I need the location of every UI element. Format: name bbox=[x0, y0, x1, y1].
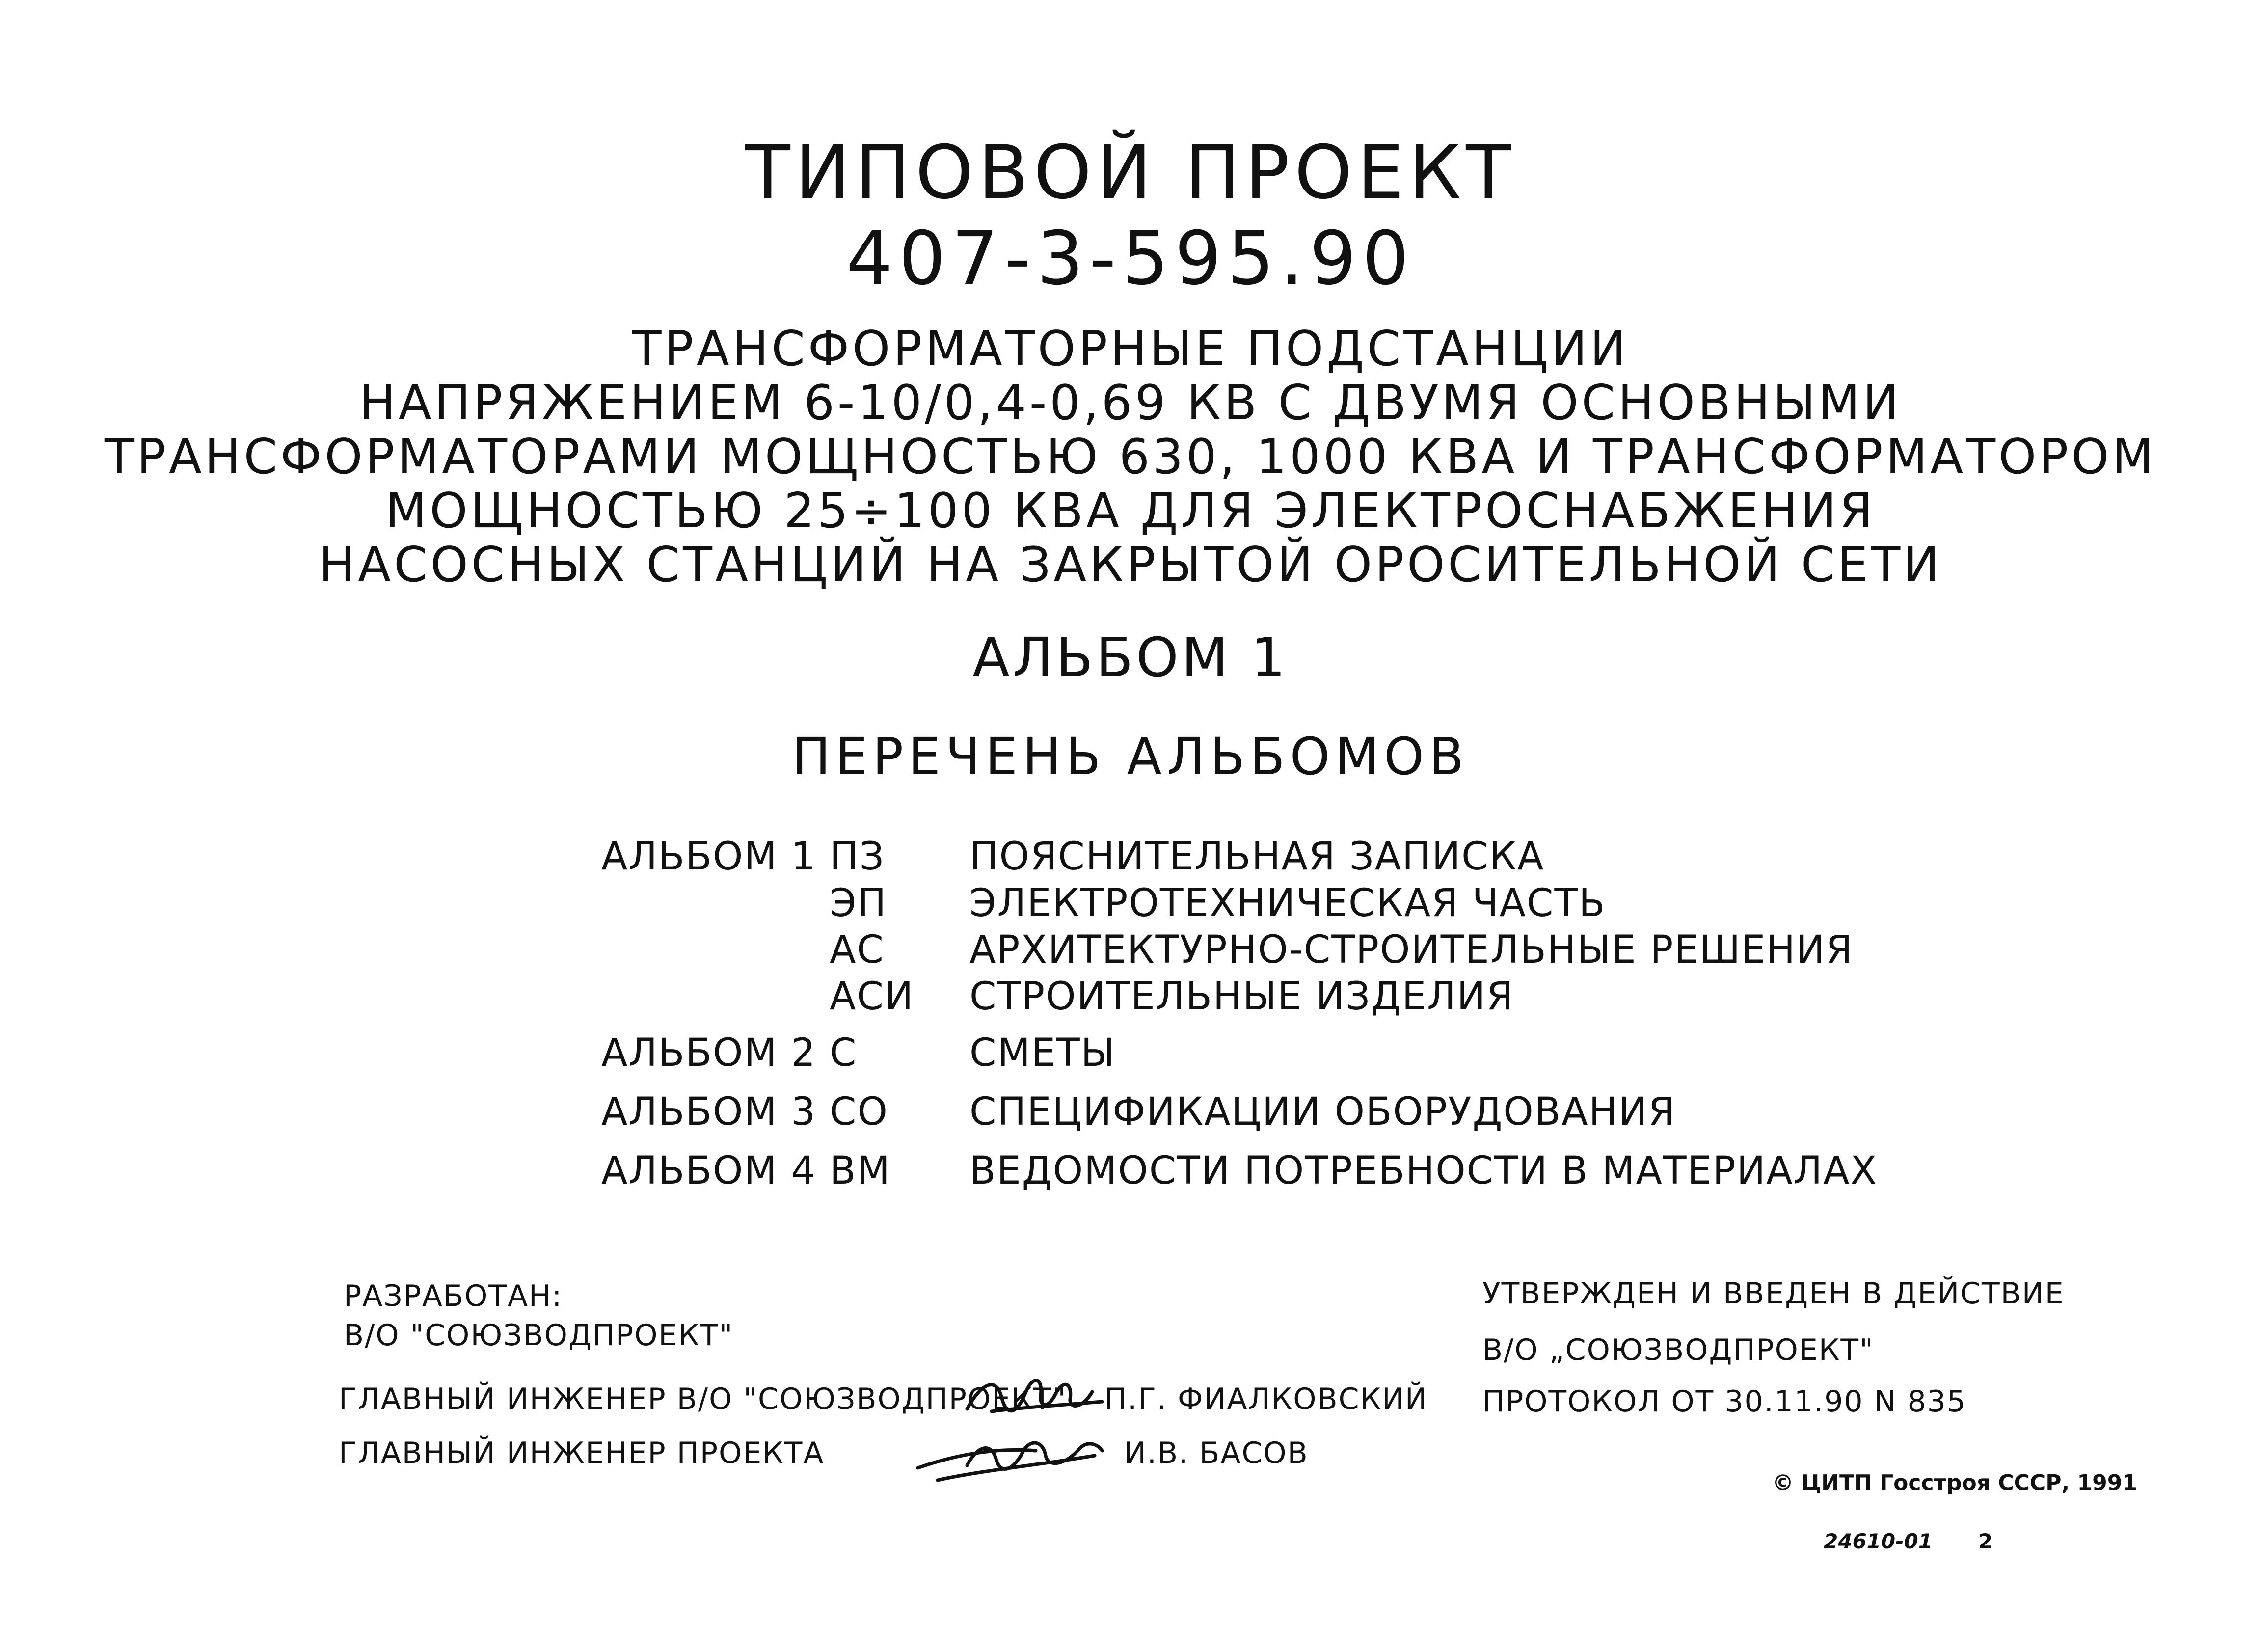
project-engineer-label: ГЛАВНЫЙ ИНЖЕНЕР ПРОЕКТА bbox=[339, 1436, 825, 1470]
approval-organization: В/О „СОЮЗВОДПРОЕКТ" bbox=[1482, 1333, 1874, 1367]
document-title: ТИПОВОЙ ПРОЕКТ bbox=[745, 130, 1516, 216]
description-line-1: ТРАНСФОРМАТОРНЫЕ ПОДСТАНЦИИ bbox=[632, 321, 1629, 377]
album-name: АЛЬБОМ 3 bbox=[601, 1090, 817, 1134]
album-code: ВМ bbox=[830, 1149, 891, 1193]
description-line-4: МОЩНОСТЬЮ 25÷100 КВА ДЛЯ ЭЛЕКТРОСНАБЖЕНИЯ bbox=[385, 483, 1876, 539]
album-code: АСИ bbox=[830, 975, 915, 1019]
project-engineer-signature bbox=[908, 1421, 1114, 1490]
album-title: АЛЬБОМ 1 bbox=[972, 626, 1289, 689]
description-line-2: НАПРЯЖЕНИЕМ 6-10/0,4-0,69 КВ С ДВУМЯ ОСНОВНЫМИ bbox=[359, 375, 1902, 431]
chief-engineer-label: ГЛАВНЫЙ ИНЖЕНЕР В/О "СОЮЗВОДПРОЕКТ" bbox=[339, 1382, 1067, 1416]
album-name: АЛЬБОМ 2 bbox=[601, 1031, 817, 1075]
developed-label: РАЗРАБОТАН: bbox=[344, 1279, 563, 1313]
approval-protocol: ПРОТОКОЛ ОТ 30.11.90 N 835 bbox=[1482, 1384, 1967, 1419]
description-line-5: НАСОСНЫХ СТАНЦИЙ НА ЗАКРЫТОЙ ОРОСИТЕЛЬНОЙ СЕТИ bbox=[319, 537, 1942, 593]
copyright-notice: © ЦИТП Госстроя СССР, 1991 bbox=[1772, 1470, 2137, 1495]
album-section-title: СТРОИТЕЛЬНЫЕ ИЗДЕЛИЯ bbox=[969, 975, 1514, 1019]
album-code: С bbox=[830, 1031, 858, 1075]
album-code: АС bbox=[830, 928, 885, 972]
album-section-title: СМЕТЫ bbox=[969, 1031, 1116, 1075]
album-section-title: ЭЛЕКТРОТЕХНИЧЕСКАЯ ЧАСТЬ bbox=[969, 881, 1606, 925]
album-list-heading: ПЕРЕЧЕНЬ АЛЬБОМОВ bbox=[792, 727, 1469, 786]
approval-line-1: УТВЕРЖДЕН И ВВЕДЕН В ДЕЙСТВИЕ bbox=[1482, 1276, 2065, 1311]
sheet-code: 24610-01 bbox=[1824, 1529, 1933, 1553]
album-name: АЛЬБОМ 1 bbox=[601, 835, 817, 879]
chief-engineer-name: П.Г. ФИАЛКОВСКИЙ bbox=[1104, 1382, 1428, 1416]
project-engineer-name: И.В. БАСОВ bbox=[1124, 1436, 1309, 1470]
album-code: ЭП bbox=[830, 881, 888, 925]
chief-engineer-signature bbox=[962, 1362, 1109, 1426]
album-code: ПЗ bbox=[830, 835, 885, 879]
album-name: АЛЬБОМ 4 bbox=[601, 1149, 817, 1193]
album-section-title: СПЕЦИФИКАЦИИ ОБОРУДОВАНИЯ bbox=[969, 1090, 1676, 1134]
album-section-title: АРХИТЕКТУРНО-СТРОИТЕЛЬНЫЕ РЕШЕНИЯ bbox=[969, 928, 1854, 972]
album-section-title: ВЕДОМОСТИ ПОТРЕБНОСТИ В МАТЕРИАЛАХ bbox=[969, 1149, 1878, 1193]
developer-organization: В/О "СОЮЗВОДПРОЕКТ" bbox=[344, 1318, 734, 1353]
project-number: 407-3-595.90 bbox=[846, 216, 1415, 301]
description-line-3: ТРАНСФОРМАТОРАМИ МОЩНОСТЬЮ 630, 1000 КВА И ТРАНСФОРМАТОРОМ bbox=[104, 429, 2157, 485]
album-section-title: ПОЯСНИТЕЛЬНАЯ ЗАПИСКА bbox=[969, 835, 1545, 879]
album-code: СО bbox=[830, 1090, 888, 1134]
sheet-number: 2 bbox=[1978, 1529, 1993, 1553]
